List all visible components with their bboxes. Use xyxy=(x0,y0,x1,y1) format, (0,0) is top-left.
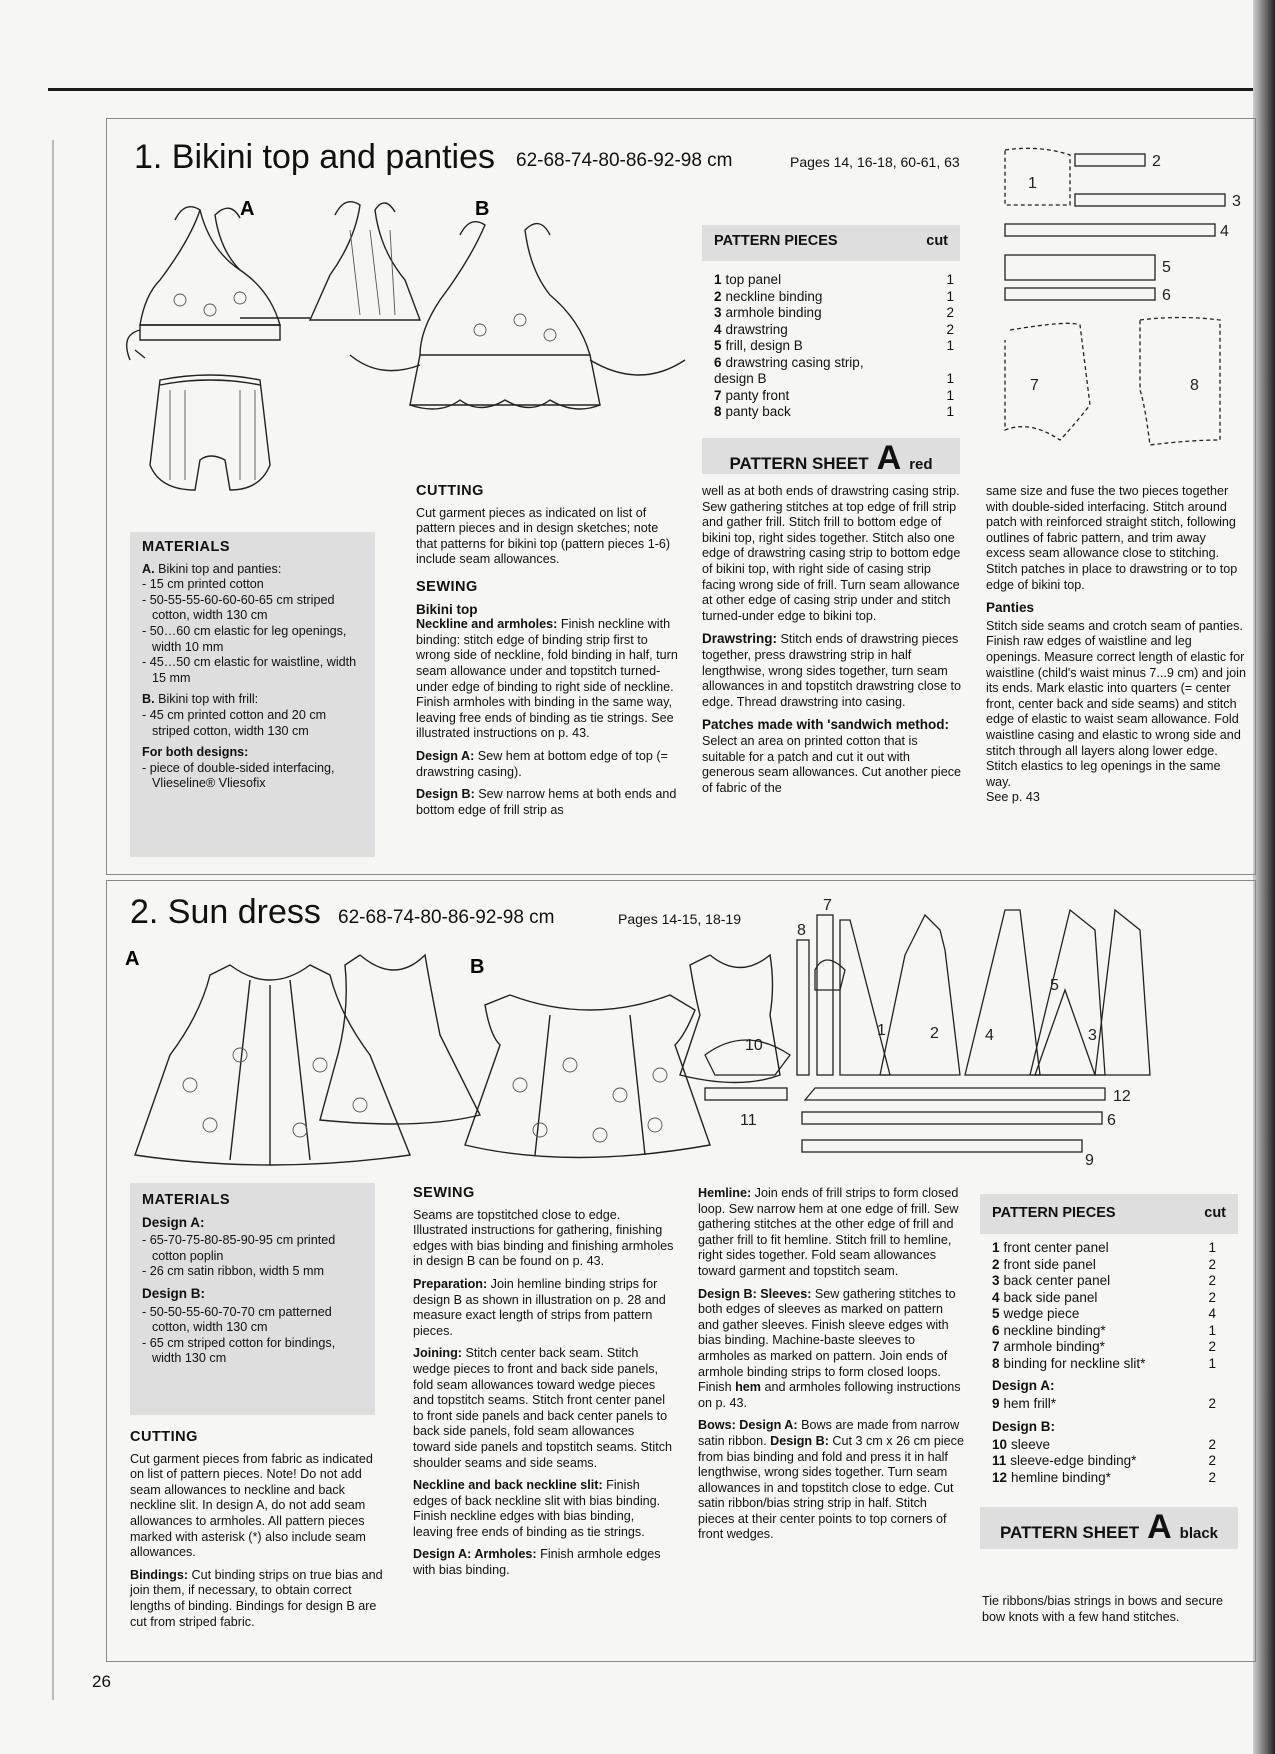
section-2-materials xyxy=(130,1183,375,1415)
section-2-title: 2. Sun dress xyxy=(130,893,321,931)
joining-text: Stitch center back seam. Stitch wedge pieces to front and back side panels, fold seam allowances toward wedge pieces and topstitch seams. Stitch front center panel to front side panels and back center panels to back side panels, fold seam allowances toward side panels and topstitch seams. Stitch shoulder seams and side seams. xyxy=(413,1346,673,1470)
diagram-label: 8 xyxy=(797,922,806,939)
tie-note: Tie ribbons/bias strings in bows and secure bow knots with a few hand stitches. xyxy=(982,1594,1224,1624)
pattern-row: 4 drawstring 2 xyxy=(714,321,954,337)
pattern-row: 5 wedge piece 4 xyxy=(992,1306,1216,1321)
sewing-subheading: Bikini top xyxy=(416,601,478,617)
bows-design-b-text: Cut 3 cm x 26 cm piece from bias binding and fold and press it in half lengthwise, wrong sides together. Turn seam allowances in and topstitch close to edge. Cut satin ribbon/bias string strip in half. Stitch pieces at their center points to top corners of front wedges. xyxy=(698,1433,964,1542)
pattern-row: 7 panty front 1 xyxy=(714,387,954,403)
design-b-step-label: Design B: xyxy=(416,787,475,802)
diagram-label: 2 xyxy=(1152,153,1161,170)
pattern-row: 10 sleeve 2 xyxy=(992,1436,1216,1452)
hemline-text: Join ends of frill strips to form closed loop. Sew narrow hem at one edge of frill. Sew gathering stitches at the other edge of frill and gather frill to fit hemline. Stitch frill to hemline, right sides together. Fold seam allowances toward garment and topstitch seam. xyxy=(698,1186,959,1278)
cutting-heading: CUTTING xyxy=(130,1429,198,1445)
pattern-row: 2 neckline binding 1 xyxy=(714,288,954,304)
frill-text: well as at both ends of drawstring casing strip. Sew gathering stitches at top edge of frill strip and gather frill. Stitch frill to bottom edge of bikini top, right sides together. Stitch also one edge of drawstring casing strip to bottom edge of bikini top, with right side of casing strip facing wrong side of frill. Turn seam allowance at other edge of casing strip under and stitch turned-under edge to bikini top. xyxy=(702,484,961,623)
section-1-pattern-sheet xyxy=(702,438,960,477)
pattern-row: 7 armhole binding* 2 xyxy=(992,1339,1216,1354)
materials-b-intro: Bikini top with frill: xyxy=(158,692,259,707)
page-edge-shadow xyxy=(1253,0,1275,1754)
panties-text: Stitch side seams and crotch seam of panties. Finish raw edges of waistline and leg openings. Measure correct length of elastic for waistline (child's waist minus 7...9 cm) and join its ends. Mark elastic into quarters (= center front, center back and side seams) and stitch edge of elastic to waist seam allowance. Fold waistline casing and elastic to wrong side and stitch through all layers along lower edge. Stitch elastics to leg openings in the same way. xyxy=(986,618,1246,789)
bindings-text: Cut binding strips on true bias and join them, if necessary, to obtain correct lengths of binding. Bindings for design B are cut from striped fabric. xyxy=(130,1567,383,1629)
preparation-label: Preparation: xyxy=(413,1276,488,1291)
list-item: - 50…60 cm elastic for leg openings, width 10 mm xyxy=(142,623,347,654)
pattern-sheet-color: red xyxy=(909,456,933,473)
top-rule xyxy=(48,88,1275,91)
list-item: - 50-50-55-60-70-70 cm patterned cotton, width 130 cm xyxy=(142,1304,332,1335)
section-2-pattern-list xyxy=(992,1240,1216,1486)
diagram-label: 3 xyxy=(1232,193,1241,210)
pattern-sheet-label: PATTERN SHEET xyxy=(729,454,869,473)
hem-label: hem xyxy=(735,1380,761,1395)
sundress-sketch-illustration xyxy=(120,935,780,1175)
section-1-title: 1. Bikini top and panties xyxy=(134,138,496,176)
design-a-step-text: Sew hem at bottom edge of top (= drawstring casing). xyxy=(416,748,668,779)
pattern-sheet-letter: A xyxy=(1147,1508,1172,1546)
bikini-pattern-diagram xyxy=(1000,140,1240,480)
section-2-sewing xyxy=(413,1186,675,1586)
diagram-label: 1 xyxy=(1028,175,1037,192)
design-a-label: A xyxy=(125,948,140,970)
neckline-slit-text: Finish edges of back neckline slit with bias binding. Finish neckline edges with bias binding, leaving free ends of binding as tie strings. xyxy=(413,1478,661,1539)
sewing-heading: SEWING xyxy=(416,578,478,595)
pattern-row: 8 panty back 1 xyxy=(714,404,954,419)
list-item: - piece of double-sided interfacing, Vlieseline® Vliesofix xyxy=(142,760,335,791)
hemline-label: Hemline: xyxy=(698,1186,752,1200)
design-b-label: B xyxy=(470,956,485,978)
materials-heading: MATERIALS xyxy=(142,1192,231,1208)
pattern-pieces-header xyxy=(702,225,960,257)
page-number: 26 xyxy=(92,1672,111,1691)
cut-heading: cut xyxy=(1204,1205,1226,1221)
section-2-pattern-sheet xyxy=(980,1507,1238,1549)
sleeves-text-end: and armholes following instructions on p. 43. xyxy=(698,1380,961,1410)
section-2-pattern-header-bg xyxy=(980,1194,1238,1234)
armholes-text: Finish armhole edges with bias binding. xyxy=(413,1547,661,1578)
pattern-row: 8 binding for neckline slit* 1 xyxy=(992,1355,1216,1371)
section-2-sizes: 62-68-74-80-86-92-98 cm xyxy=(338,907,555,928)
diagram-label: 4 xyxy=(1220,223,1229,240)
sewing-intro-text: Seams are topstitched close to edge. Illustrated instructions for gathering, finishing edges with bias binding and finishing armholes in design B can be found on p. 43. xyxy=(413,1207,674,1269)
bows-text: Bows are made from narrow satin ribbon. xyxy=(698,1418,960,1448)
diagram-label: 12 xyxy=(1113,1088,1131,1105)
pattern-pieces-header xyxy=(980,1194,1238,1229)
materials-a-intro: Bikini top and panties: xyxy=(158,561,282,576)
cutting-text: Cut garment pieces as indicated on list of pattern pieces and in design sketches; note that patterns for bikini top (pattern pieces 1-6) include seam allowances. xyxy=(416,505,671,567)
pattern-row: 4 back side panel 2 xyxy=(992,1289,1216,1305)
section-1-pattern-header-bg xyxy=(702,225,960,261)
list-item: - 65-70-75-80-85-90-95 cm printed cotton poplin xyxy=(142,1233,336,1263)
pattern-row: 2 front side panel 2 xyxy=(992,1256,1216,1272)
list-item: - 45…50 cm elastic for waistline, width 15 mm xyxy=(142,655,357,685)
section-1-pattern-list xyxy=(714,272,954,421)
pattern-row: 6 neckline binding* 1 xyxy=(992,1322,1216,1338)
bows-label: Bows: Design A: xyxy=(698,1418,798,1433)
section-2-pages: Pages 14-15, 18-19 xyxy=(618,911,741,927)
diagram-label: 9 xyxy=(1085,1152,1094,1169)
list-item: - 15 cm printed cotton xyxy=(142,577,264,592)
bindings-label: Bindings: xyxy=(130,1567,189,1582)
section-2-col-3 xyxy=(698,1186,964,1550)
materials-a-label: A. xyxy=(142,561,155,576)
preparation-text: Join hemline binding strips for design B as shown in illustration on p. 28 and measure exact length of strips from pattern pieces. xyxy=(413,1276,666,1338)
bows-design-b-label: Design B: xyxy=(770,1433,829,1448)
materials-b-list xyxy=(142,708,363,739)
design-b-step-text: Sew narrow hems at both ends and bottom edge of frill strip as xyxy=(416,787,677,817)
materials-a-list xyxy=(142,577,363,686)
diagram-label: 6 xyxy=(1107,1112,1116,1129)
design-a-label: A xyxy=(240,198,255,220)
section-1-materials xyxy=(130,532,375,857)
drawstring-label: Drawstring: xyxy=(702,631,778,647)
section-1-pages: Pages 14, 16-18, 60-61, 63 xyxy=(790,154,960,170)
neckline-label: Neckline and armholes: xyxy=(416,617,558,632)
materials-a-list xyxy=(142,1233,363,1280)
see-page-text: See p. 43 xyxy=(986,790,1040,805)
sleeves-label: Design B: Sleeves: xyxy=(698,1286,812,1301)
pattern-sheet-letter: A xyxy=(876,439,902,477)
section-1-col-2 xyxy=(416,484,678,825)
diagram-label: 8 xyxy=(1190,377,1199,394)
armholes-label: Design A: Armholes: xyxy=(413,1547,537,1562)
neckline-text: Finish neckline with binding: stitch edge of binding strip first to wrong side of neckline, fold binding in half, turn seam allowance under and topstitch turned-under edge of binding to right side of neckline. Finish armholes with binding in the same way, leaving free ends of binding as tie strings. See illustrated instructions on p. 43. xyxy=(416,617,678,741)
sundress-pattern-diagram xyxy=(740,890,1255,1180)
cut-heading: cut xyxy=(926,233,948,249)
diagram-label: 1 xyxy=(877,1022,886,1039)
materials-design-a-heading: Design A: xyxy=(142,1214,205,1230)
pattern-row: 1 front center panel 1 xyxy=(992,1240,1216,1255)
patch-continued-text: same size and fuse the two pieces together with double-sided interfacing. Stitch around patch with reinforced straight stitch, following outlines of fabric pattern, and trim away excess seam allowance close to stitching. Stitch patches in place to drawstring or to top edge of bikini top. xyxy=(986,484,1238,592)
diagram-label: 6 xyxy=(1162,287,1171,304)
pattern-row: 6 drawstring casing strip, design B 1 xyxy=(714,354,954,386)
pattern-row: 11 sleeve-edge binding* 2 xyxy=(992,1453,1216,1468)
pattern-row: 1 top panel 1 xyxy=(714,272,954,287)
materials-b-list xyxy=(142,1305,363,1367)
list-item: - 50-55-55-60-60-60-65 cm striped cotton, width 130 cm xyxy=(142,592,335,623)
sleeves-text: Sew gathering stitches to both edges of sleeves as marked on pattern and gather sleeves. Finish sleeve edges with bias binding. Machine-baste sleeves to armholes as marked on pattern. Join ends of armhole binding strips to form closed loops. Finish xyxy=(698,1286,956,1395)
section-1-col-3 xyxy=(702,484,964,803)
diagram-label: 2 xyxy=(930,1025,939,1042)
diagram-label: 7 xyxy=(823,897,832,914)
bikini-sketch-illustration xyxy=(120,190,690,500)
pattern-row: 12 hemline binding* 2 xyxy=(992,1469,1216,1485)
drawstring-text: Stitch ends of drawstring pieces together, press drawstring strip in half lengthwise, wrong sides together, turn seam allowances in and topstitch drawstring close to edge. Thread drawstring into casing. xyxy=(702,632,962,709)
joining-label: Joining: xyxy=(413,1346,462,1361)
sewing-heading: SEWING xyxy=(413,1185,475,1201)
patches-label: Patches made with 'sandwich method: xyxy=(702,717,950,733)
diagram-label: 10 xyxy=(745,1037,763,1054)
materials-both-list xyxy=(142,761,363,792)
diagram-label: 5 xyxy=(1162,259,1171,276)
design-b-pieces-heading: Design B: xyxy=(992,1418,1056,1434)
pattern-row: 3 back center panel 2 xyxy=(992,1273,1216,1288)
neckline-slit-label: Neckline and back neckline slit: xyxy=(413,1478,603,1493)
list-item: - 26 cm satin ribbon, width 5 mm xyxy=(142,1264,324,1279)
materials-design-b-heading: Design B: xyxy=(142,1285,206,1301)
patches-text: Select an area on printed cotton that is suitable for a patch and cut it out with generous seam allowances. Cut another piece of fabric of the xyxy=(702,733,962,795)
pattern-pieces-heading: PATTERN PIECES xyxy=(992,1205,1116,1221)
list-item: - 45 cm printed cotton and 20 cm striped cotton, width 130 cm xyxy=(142,707,327,738)
list-item: - 65 cm striped cotton for bindings, width 130 cm xyxy=(142,1335,336,1366)
pattern-pieces-heading: PATTERN PIECES xyxy=(714,233,838,249)
cutting-heading: CUTTING xyxy=(416,483,484,499)
pattern-sheet-label: PATTERN SHEET xyxy=(999,1523,1140,1542)
design-a-step-label: Design A: xyxy=(416,748,475,763)
section-2-cutting xyxy=(130,1430,388,1637)
diagram-label: 11 xyxy=(740,1112,757,1129)
materials-heading: MATERIALS xyxy=(142,539,231,555)
pattern-row: 3 armhole binding 2 xyxy=(714,305,954,320)
panties-heading: Panties xyxy=(986,600,1035,616)
cutting-text: Cut garment pieces from fabric as indicated on list of pattern pieces. Note! Do not add seam allowances to neckline and back neckline slit. In design A, do not add seam allowances to armholes. All pattern pieces marked with asterisk (*) also include seam allowances. xyxy=(130,1451,373,1560)
design-a-pieces-heading: Design A: xyxy=(992,1378,1055,1393)
section-1-col-4 xyxy=(986,484,1248,813)
left-binding-rule xyxy=(52,140,54,1700)
pattern-row: 9 hem frill* 2 xyxy=(992,1396,1216,1411)
pattern-sheet-color: black xyxy=(1179,1525,1219,1542)
materials-both-heading: For both designs: xyxy=(142,745,249,760)
diagram-label: 3 xyxy=(1088,1027,1097,1044)
section-1-sizes: 62-68-74-80-86-92-98 cm xyxy=(516,150,733,171)
diagram-label: 5 xyxy=(1050,977,1059,994)
materials-b-label: B. xyxy=(142,692,155,707)
diagram-label: 7 xyxy=(1030,377,1039,394)
diagram-label: 4 xyxy=(985,1027,994,1044)
design-b-label: B xyxy=(475,198,490,220)
pattern-row: 5 frill, design B 1 xyxy=(714,338,954,353)
